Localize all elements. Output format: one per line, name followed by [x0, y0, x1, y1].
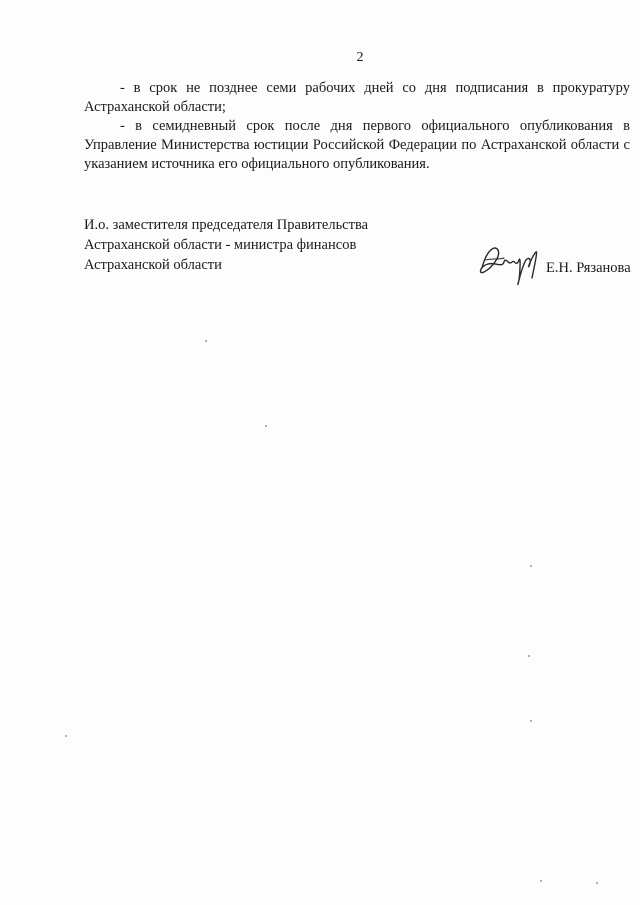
signature-block	[84, 215, 368, 275]
signatory-title-line-3: Астраханской области	[84, 257, 222, 273]
scan-speck	[540, 880, 542, 882]
paragraph-justice-ministry-deadline: - в семидневный срок после дня первого официального опубликования в Управление Министерства юстиции Российской Федерации по Астраханской области с указанием источника его официального опубликования.	[84, 118, 630, 172]
scan-speck	[530, 720, 532, 722]
scan-speck	[205, 340, 207, 342]
scan-speck	[596, 882, 598, 884]
paragraph-prosecutor-deadline: - в срок не позднее семи рабочих дней со дня подписания в прокуратуру Астраханской области;	[84, 80, 630, 115]
page-number: 2	[356, 50, 364, 65]
handwritten-signature-icon	[474, 238, 544, 290]
signatory-title-line-2: Астраханской области - министра финансов	[84, 237, 357, 253]
signatory-title-line-1: И.о. заместителя председателя Правительства	[84, 217, 369, 233]
scan-speck	[530, 565, 532, 567]
scan-speck	[265, 425, 267, 427]
scan-speck	[65, 735, 67, 737]
signer-name: Е.Н. Рязанова	[546, 260, 631, 276]
scan-speck	[528, 655, 530, 657]
